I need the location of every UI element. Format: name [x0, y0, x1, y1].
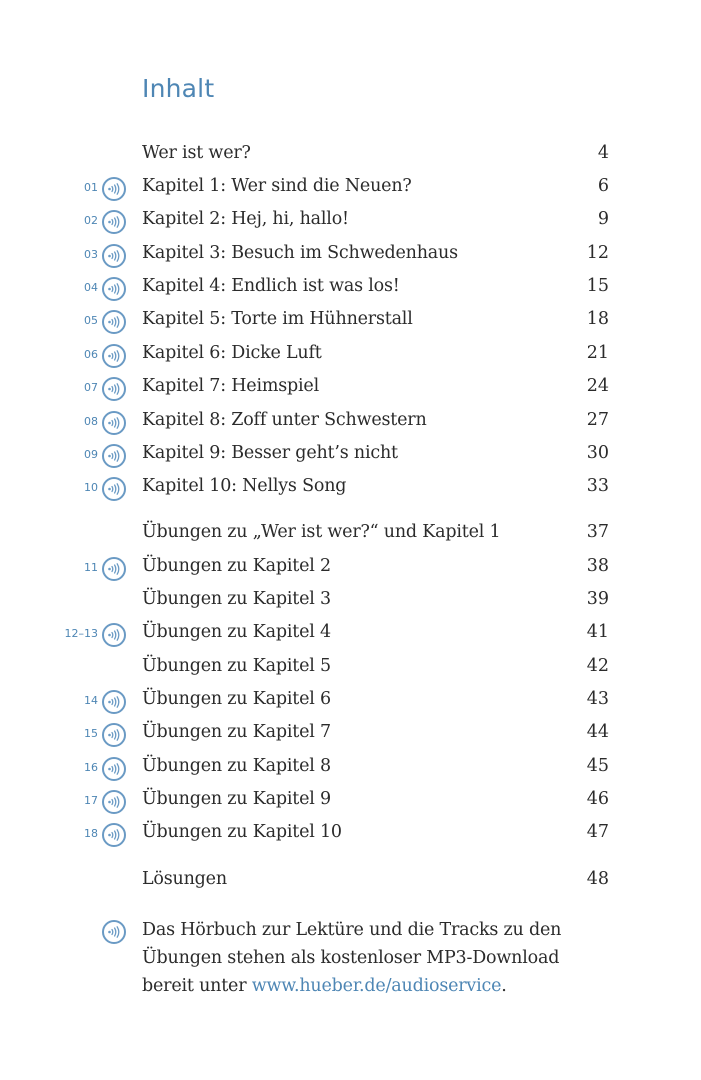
audio-speaker-icon [102, 790, 126, 814]
track-number: 09 [84, 448, 98, 461]
toc-entry-title: Übungen zu „Wer ist wer?“ und Kapitel 1 [142, 522, 501, 542]
toc-entry-page: 6 [597, 176, 609, 196]
toc-entry-title: Kapitel 5: Torte im Hühnerstall [142, 309, 413, 329]
toc-entry-page: 12 [586, 243, 609, 263]
toc-entry-page: 33 [586, 476, 609, 496]
track-number: 10 [84, 481, 98, 494]
toc-entry-page: 45 [586, 756, 609, 776]
track-number: 08 [84, 415, 98, 428]
audio-speaker-icon [102, 690, 126, 714]
toc-entry-page: 15 [586, 276, 609, 296]
toc-entry-title: Kapitel 9: Besser geht’s nicht [142, 443, 398, 463]
toc-entry[interactable] [0, 819, 701, 849]
toc-entry-title: Kapitel 8: Zoff unter Schwestern [142, 410, 427, 430]
toc-entry[interactable] [0, 586, 701, 616]
track-number: 02 [84, 214, 98, 227]
toc-entry[interactable] [0, 519, 701, 549]
audio-speaker-icon [102, 920, 126, 944]
track-number: 16 [84, 761, 98, 774]
toc-entry[interactable] [0, 653, 701, 683]
toc-entry-page: 9 [597, 209, 609, 229]
audio-speaker-icon [102, 377, 126, 401]
toc-entry-page: 43 [586, 689, 609, 709]
toc-entry-page: 42 [586, 656, 609, 676]
audio-speaker-icon [102, 623, 126, 647]
toc-entry[interactable] [0, 140, 701, 170]
toc-entry[interactable] [0, 407, 701, 437]
toc-entry-title: Kapitel 4: Endlich ist was los! [142, 276, 400, 296]
toc-entry-page: 39 [586, 589, 609, 609]
audio-speaker-icon [102, 757, 126, 781]
toc-entry-title: Übungen zu Kapitel 10 [142, 822, 342, 842]
toc-entry[interactable] [0, 306, 701, 336]
audio-speaker-icon [102, 310, 126, 334]
toc-entry-title: Wer ist wer? [142, 143, 251, 163]
toc-entry[interactable] [0, 619, 701, 649]
track-number: 04 [84, 281, 98, 294]
toc-entry[interactable] [0, 206, 701, 236]
toc-entry-page: 41 [586, 622, 609, 642]
toc-entry-title: Übungen zu Kapitel 3 [142, 589, 331, 609]
track-number: 11 [84, 561, 98, 574]
audio-speaker-icon [102, 277, 126, 301]
toc-entry-page: 24 [586, 376, 609, 396]
track-number: 12–13 [64, 627, 98, 640]
note-text-suffix: . [501, 976, 507, 996]
toc-entry[interactable] [0, 240, 701, 270]
toc-entry-title: Kapitel 2: Hej, hi, hallo! [142, 209, 349, 229]
toc-entry-title: Kapitel 6: Dicke Luft [142, 343, 322, 363]
page-title: Inhalt [142, 74, 215, 103]
toc-entry-title: Übungen zu Kapitel 6 [142, 689, 331, 709]
audio-speaker-icon [102, 210, 126, 234]
toc-entry-page: 38 [586, 556, 609, 576]
toc-entry[interactable] [0, 866, 701, 896]
toc-entry[interactable] [0, 273, 701, 303]
audio-speaker-icon [102, 723, 126, 747]
toc-entry-title: Übungen zu Kapitel 8 [142, 756, 331, 776]
toc-entry-title: Kapitel 10: Nellys Song [142, 476, 347, 496]
toc-entry[interactable] [0, 719, 701, 749]
toc-entry-page: 18 [586, 309, 609, 329]
toc-entry-page: 21 [586, 343, 609, 363]
toc-entry-title: Kapitel 7: Heimspiel [142, 376, 319, 396]
toc-entry[interactable] [0, 786, 701, 816]
track-number: 15 [84, 727, 98, 740]
audio-speaker-icon [102, 244, 126, 268]
toc-entry-page: 30 [586, 443, 609, 463]
note-line: Das Hörbuch zur Lektüre und die Tracks zu den [142, 920, 562, 940]
note-line [142, 972, 602, 1000]
audio-speaker-icon [102, 557, 126, 581]
audioservice-link[interactable]: www.hueber.de/audioservice [251, 976, 502, 996]
audio-speaker-icon [102, 411, 126, 435]
track-number: 05 [84, 314, 98, 327]
audio-speaker-icon [102, 477, 126, 501]
toc-entry-page: 44 [586, 722, 609, 742]
audio-speaker-icon [102, 444, 126, 468]
track-number: 18 [84, 827, 98, 840]
toc-entry-page: 4 [597, 143, 609, 163]
toc-entry-title: Lösungen [142, 869, 227, 889]
toc-entry[interactable] [0, 440, 701, 470]
note-line: Übungen stehen als kostenloser MP3-Download [142, 948, 560, 968]
toc-entry-page: 46 [586, 789, 609, 809]
toc-entry-page: 47 [586, 822, 609, 842]
toc-entry-title: Kapitel 1: Wer sind die Neuen? [142, 176, 412, 196]
note-text-prefix: bereit unter [142, 976, 252, 996]
toc-entry-title: Kapitel 3: Besuch im Schwedenhaus [142, 243, 458, 263]
toc-entry[interactable] [0, 753, 701, 783]
track-number: 01 [84, 181, 98, 194]
track-number: 14 [84, 694, 98, 707]
toc-entry[interactable] [0, 553, 701, 583]
toc-entry-page: 37 [586, 522, 609, 542]
toc-entry-title: Übungen zu Kapitel 4 [142, 622, 331, 642]
audio-speaker-icon [102, 344, 126, 368]
toc-entry[interactable] [0, 373, 701, 403]
track-number: 07 [84, 381, 98, 394]
audio-speaker-icon [102, 177, 126, 201]
track-number: 06 [84, 348, 98, 361]
audio-speaker-icon [102, 823, 126, 847]
toc-entry[interactable] [0, 340, 701, 370]
toc-entry-title: Übungen zu Kapitel 2 [142, 556, 331, 576]
toc-entry[interactable] [0, 473, 701, 503]
toc-entry-title: Übungen zu Kapitel 9 [142, 789, 331, 809]
track-number: 17 [84, 794, 98, 807]
toc-entry[interactable] [0, 173, 701, 203]
toc-entry-page: 27 [586, 410, 609, 430]
toc-entry-title: Übungen zu Kapitel 5 [142, 656, 331, 676]
toc-entry-page: 48 [586, 869, 609, 889]
toc-entry[interactable] [0, 686, 701, 716]
track-number: 03 [84, 248, 98, 261]
toc-entry-title: Übungen zu Kapitel 7 [142, 722, 331, 742]
note-text [142, 916, 602, 1000]
